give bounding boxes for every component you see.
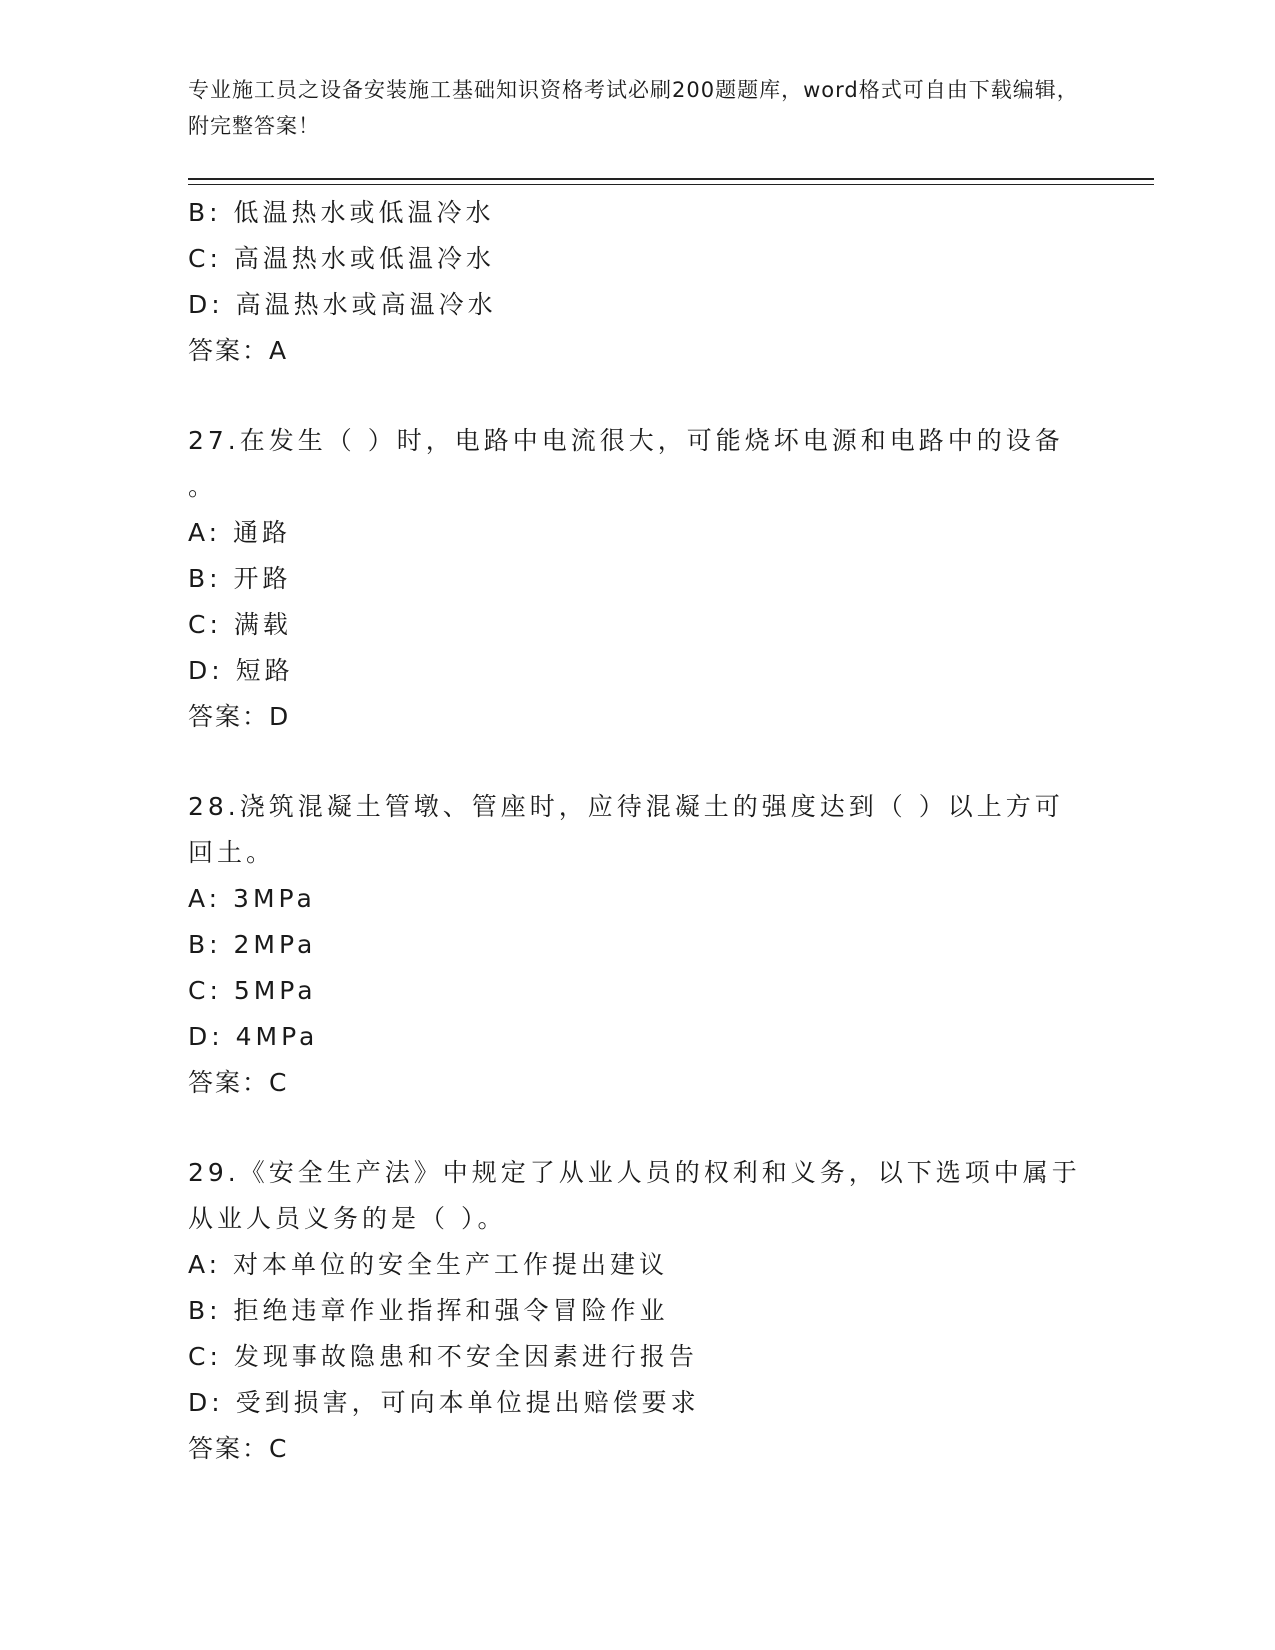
option-c: C: 发现事故隐患和不安全因素进行报告 [188, 1342, 698, 1371]
question-text-line-2: 从业人员义务的是（ ）。 [188, 1204, 507, 1233]
option-c: C: 高温热水或低温冷水 [188, 244, 495, 273]
option-a: A: 3MPa [188, 884, 316, 913]
option-d: D: 受到损害，可向本单位提出赔偿要求 [188, 1388, 700, 1417]
option-d: D: 短路 [188, 656, 294, 685]
option-b: B: 开路 [188, 564, 292, 593]
header-divider-thick [188, 178, 1154, 180]
option-d: D: 4MPa [188, 1022, 319, 1051]
question-text-line-2: 。 [188, 472, 218, 501]
question-27 [188, 418, 1088, 740]
answer-line: 答案：C [188, 1068, 289, 1097]
option-b: B: 2MPa [188, 930, 317, 959]
option-c: C: 满载 [188, 610, 292, 639]
option-a: A: 对本单位的安全生产工作提出建议 [188, 1250, 669, 1279]
question-29 [188, 1150, 1088, 1472]
answer-line: 答案：C [188, 1434, 289, 1463]
option-b: B: 低温热水或低温冷水 [188, 198, 495, 227]
question-text-line-1: 28.浇筑混凝土管墩、管座时，应待混凝土的强度达到（ ）以上方可 [188, 792, 1064, 821]
option-b: B: 拒绝违章作业指挥和强令冒险作业 [188, 1296, 669, 1325]
question-28 [188, 784, 1088, 1106]
answer-line: 答案：D [188, 702, 291, 731]
question-content [188, 190, 1088, 1472]
option-c: C: 5MPa [188, 976, 317, 1005]
option-d: D: 高温热水或高温冷水 [188, 290, 497, 319]
question-text-line-1: 27.在发生（ ）时，电路中电流很大，可能烧坏电源和电路中的设备 [188, 426, 1064, 455]
document-header: 专业施工员之设备安装施工基础知识资格考试必刷200题题库，word格式可自由下载编辑，附完整答案！ [188, 78, 1079, 138]
answer-line: 答案：A [188, 336, 289, 365]
header-divider-thin [188, 184, 1154, 185]
question-text-line-2: 回土。 [188, 838, 276, 867]
continued-question [188, 190, 1088, 374]
option-a: A: 通路 [188, 518, 292, 547]
question-text-line-1: 29.《安全生产法》中规定了从业人员的权利和义务，以下选项中属于 [188, 1158, 1081, 1187]
